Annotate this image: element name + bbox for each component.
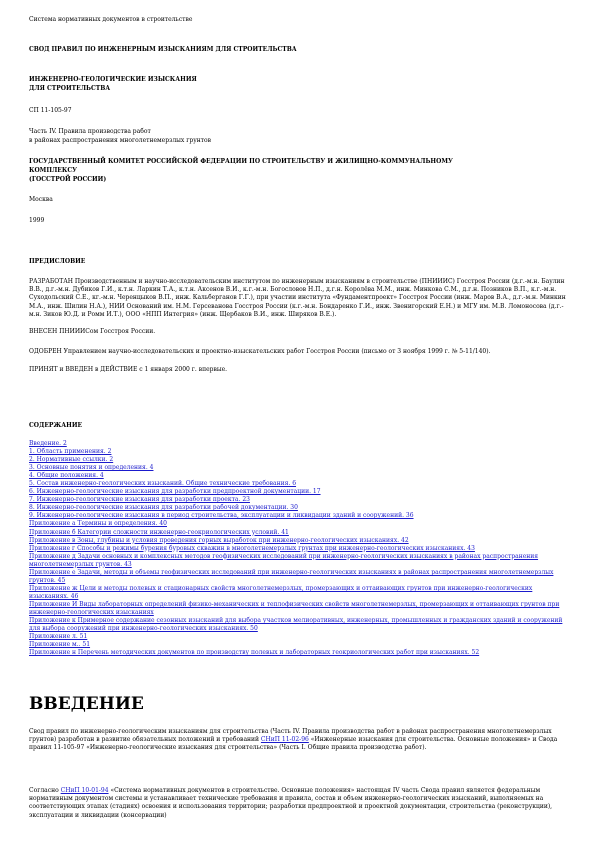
- table-of-contents: [29, 440, 569, 657]
- intro-p2-text-a: Согласно: [29, 787, 61, 794]
- toc-link[interactable]: Приложение И Виды лабораторных определений физико-механических и теплофизических свойств многолетнемерзлых, промерзающих и оттаивающих грунтов при инженерно-геологических изысканиях: [29, 600, 560, 616]
- toc-link[interactable]: 5. Состав инженерно-геологических изысканий. Общие технические требования. 6: [29, 480, 297, 488]
- intro-paragraph-1: [29, 728, 569, 753]
- toc-link[interactable]: Приложение б Категории сложности инженерно-геокриологических условий. 41: [29, 528, 289, 536]
- toc-heading: СОДЕРЖАНИЕ: [29, 422, 83, 429]
- foreword-developed: РАЗРАБОТАН Производственным и научно-исследовательским институтом по инженерным изысканиям в строительстве (ПНИИИС) Госстроя России (д.г.-м.н. Баулин В.В., д.г.-м.н. Дубиков Г.И., к.т.н. Ларкин Т.А., к.т.н. Аксенов В.И., к.г.-м.н. Богословов Н.П., д.г.н. Королёва М.М., инж. Минкова С.М., д.г.н. Позников В.П., к.г.-м.н. Суходольский С.Е., кг.-м.н. Черенцыков В.П., инж. Кальберганов Г.Г.), при участии института «Фундаментпроект» Госстроя России (инж. Маров В.А., д.г.-м.н. Минкин М.А., инж. Шилин Н.А.), НИИ Оснований им. Н.М. Герсеванова Госстроя России (к.г.-м.н. Бондаренко Г.И., инж. Звенигорский Е.Н.) и МГУ им. М.В. Ломоносова (д.г.-м.н. Зиков Ю.Д. и Ромм И.Т.), ООО «НПП Интегрия» (инж. Щербаков В.И., инж. Ширяков В.Е.).: [29, 278, 566, 318]
- part-line-1: Часть IV. Правила производства работ: [29, 128, 151, 135]
- toc-link[interactable]: 9. Инженерно-геологические изыскания в период строительства, эксплуатации и ликвидации зданий и сооружений. 36: [29, 512, 414, 520]
- committee-line-1: ГОСУДАРСТВЕННЫЙ КОМИТЕТ РОССИЙСКОЙ ФЕДЕРАЦИИ ПО СТРОИТЕЛЬСТВУ И ЖИЛИЩНО-КОММУНАЛЬНОМУ: [29, 158, 453, 165]
- toc-link[interactable]: Приложение е Задачи, методы и объемы геофизических исследований при инженерно-геологических изысканиях в районах распространения многолетнемерзлых грунтов. 45: [29, 568, 554, 584]
- toc-link[interactable]: Приложение в Зоны, глубины и условия проведения горных выработок при инженерно-геологических изысканиях. 42: [29, 536, 409, 544]
- snip-11-02-96-link[interactable]: СНиП 11-02-96: [260, 736, 309, 744]
- intro-p2-text-b: «Система нормативных документов в строительстве. Основные положения» настоящая IV часть Свода правил является федеральным нормативным документом системы и устанавливает технические требования и правила, состав и объем инженерно-геологических изысканий, выполняемых на соответствующих этапах (стадиях) освоения и использования территории; разработки предпроектной и проектной документации, строительства (реконструкции), эксплуатации и ликвидации (консервации): [29, 787, 553, 819]
- toc-link[interactable]: Приложение н Перечень методических документов по производству полевых и лабораторных геокриологических работ при изысканиях. 52: [29, 649, 480, 657]
- toc-link[interactable]: Приложение м.. 51: [29, 641, 91, 649]
- toc-link[interactable]: Приложение г Способы и режимы бурения буровых скважин в многолетнемерзлых грунтах при инженерно-геологических изысканиях. 43: [29, 544, 475, 552]
- toc-link[interactable]: Введение. 2: [29, 440, 67, 447]
- foreword-introduced: ВНЕСЕН ПНИИИСом Госстроя России.: [29, 328, 156, 336]
- toc-link[interactable]: Приложение к Примерное содержание сезонных изысканий для выбора участков мелиоративных, инженерных, промышленных и гражданских зданий и сооружений для выбора сооружений при инженерно-геологических изысканиях. 50: [29, 617, 563, 633]
- toc-link[interactable]: Приложение ж Цели и методы полевых и стационарных свойств многолетнемерзлых, промерзающих и оттаивающих грунтов при инженерно-геологических изысканиях. 46: [29, 584, 533, 600]
- code-title: СВОД ПРАВИЛ ПО ИНЖЕНЕРНЫМ ИЗЫСКАНИЯМ ДЛЯ СТРОИТЕЛЬСТВА: [29, 46, 297, 53]
- intro-p1-text-b: «Инженерные изыскания для строительства. Основные положения» и Свода правил 11-105-97 «Инженерно-геологические изыскания для строительства» (Часть I. Общие правила производства работ).: [29, 736, 558, 752]
- city: Москва: [29, 196, 53, 203]
- part-line-2: в районах распространения многолетнемерзлых грунтов: [29, 137, 212, 144]
- foreword-adopted: ПРИНЯТ и ВВЕДЕН в ДЕЙСТВИЕ с 1 января 2000 г. впервые.: [29, 366, 228, 374]
- toc-link[interactable]: 8. Инженерно-геологические изыскания для разработки рабочей документации. 30: [29, 504, 298, 512]
- toc-link[interactable]: 4. Общие положения. 4: [29, 472, 104, 480]
- toc-link[interactable]: Приложение а Термины и определения. 40: [29, 520, 167, 528]
- committee-line-3: (ГОССТРОЙ РОССИИ): [29, 176, 107, 183]
- subtitle-line-1: ИНЖЕНЕРНО-ГЕОЛОГИЧЕСКИЕ ИЗЫСКАНИЯ: [29, 76, 197, 83]
- introduction-heading: ВВЕДЕНИЕ: [29, 694, 144, 714]
- foreword-section: [29, 258, 569, 375]
- toc-link[interactable]: 2. Нормативные ссылки. 2: [29, 456, 114, 464]
- snip-10-01-94-link[interactable]: СНиП 10-01-94: [60, 787, 109, 794]
- intro-p1-text-a: Свод правил по инженерно-геологическим изысканиям для строительства (Часть IV. Правила производства работ в районах распространения многолетнемерзлых грунтов) разработан в развитие обязательных положений и требований: [29, 728, 552, 744]
- toc-link[interactable]: 1. Область применения. 2: [29, 448, 112, 456]
- toc-link[interactable]: 7. Инженерно-геологические изыскания для разработки проекта. 23: [29, 496, 250, 504]
- toc-link[interactable]: 3. Основные понятия и определения. 4: [29, 464, 154, 472]
- foreword-heading: ПРЕДИСЛОВИЕ: [29, 258, 86, 265]
- toc-link[interactable]: Приложение л. 51: [29, 633, 88, 641]
- year: 1999: [29, 217, 45, 224]
- code-number: СП 11-105-97: [29, 107, 72, 114]
- foreword-approved: ОДОБРЕН Управлением научно-исследовательских и проектно-изыскательских работ Госстроя России (письмо от 3 ноября 1999 г. № 5-11/140).: [29, 348, 491, 356]
- intro-paragraph-2: [29, 787, 569, 820]
- system-title: Система нормативных документов в строительстве: [29, 16, 193, 23]
- subtitle-line-2: ДЛЯ СТРОИТЕЛЬСТВА: [29, 85, 111, 92]
- committee-line-2: КОМПЛЕКСУ: [29, 167, 77, 174]
- toc-link[interactable]: Приложение д Задачи основных и комплексных методов геофизических исследований при инженерно-геологических изысканиях в районах распространения многолетнемерзлых грунтов. 43: [29, 552, 539, 568]
- toc-link[interactable]: 6. Инженерно-геологические изыскания для разработки предпроектной документации. 17: [29, 488, 321, 496]
